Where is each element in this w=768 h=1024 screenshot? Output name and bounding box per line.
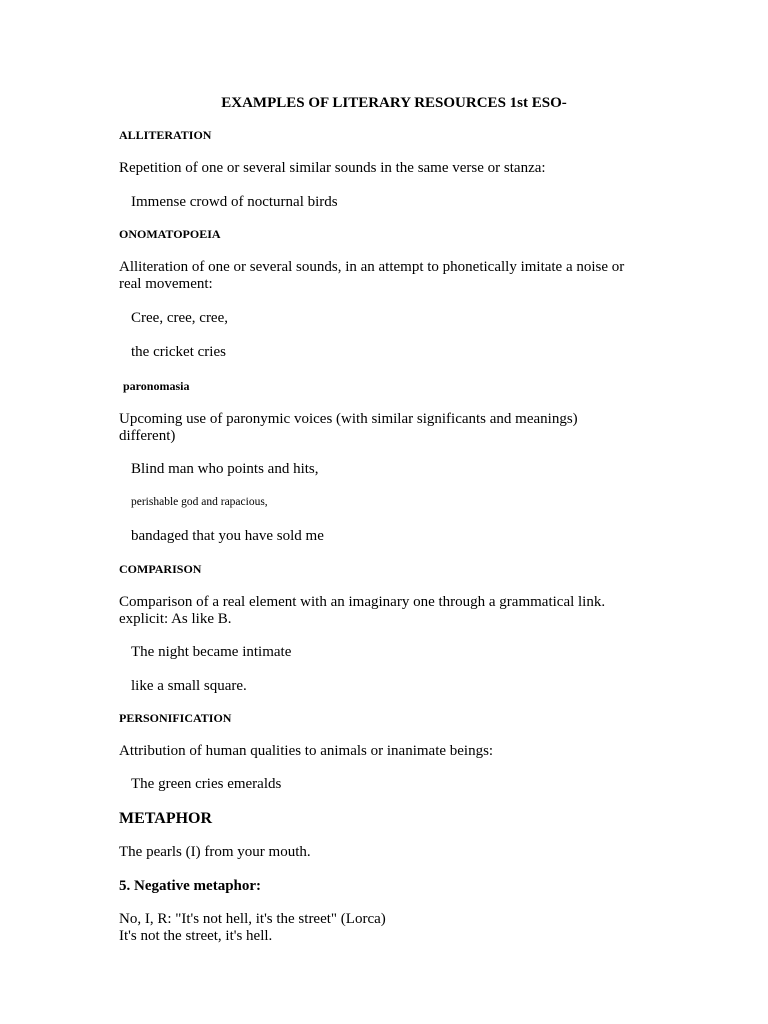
- comparison-example: The night became intimate: [131, 644, 292, 660]
- onomatopoeia-example: Cree, cree, cree,: [131, 310, 229, 326]
- heading-paronomasia: paronomasia: [123, 379, 190, 393]
- personification-example: The green cries emeralds: [131, 776, 282, 792]
- personification-description: Attribution of human qualities to animals or inanimate beings:: [119, 743, 494, 759]
- onomatopoeia-example: the cricket cries: [131, 344, 226, 360]
- alliteration-description: Repetition of one or several similar sounds in the same verse or stanza:: [119, 160, 546, 176]
- description-line: explicit: As like B.: [119, 611, 232, 627]
- heading-negative-metaphor: 5. Negative metaphor:: [119, 878, 262, 894]
- negative-metaphor-example: [119, 911, 386, 945]
- paronomasia-example: bandaged that you have sold me: [131, 528, 324, 544]
- onomatopoeia-description: [119, 259, 624, 293]
- description-line: Alliteration of one or several sounds, in an attempt to phonetically imitate a noise or: [119, 259, 625, 275]
- heading-onomatopoeia: ONOMATOPOEIA: [119, 227, 221, 241]
- paronomasia-example: perishable god and rapacious,: [131, 496, 268, 508]
- paronomasia-example: Blind man who points and hits,: [131, 461, 319, 477]
- metaphor-example: The pearls (I) from your mouth.: [119, 844, 311, 860]
- example-line: It's not the street, it's hell.: [119, 928, 273, 944]
- comparison-example: like a small square.: [131, 678, 247, 694]
- heading-personification: PERSONIFICATION: [119, 711, 232, 725]
- example-line: No, I, R: "It's not hell, it's the street" (Lorca): [119, 911, 386, 927]
- heading-alliteration: ALLITERATION: [119, 128, 212, 142]
- description-line: real movement:: [119, 276, 213, 292]
- comparison-description: [119, 594, 605, 628]
- heading-comparison: COMPARISON: [119, 562, 202, 576]
- paronomasia-description: [119, 411, 578, 445]
- alliteration-example: Immense crowd of nocturnal birds: [131, 194, 338, 210]
- description-line: Upcoming use of paronymic voices (with similar significants and meanings): [119, 411, 578, 427]
- heading-metaphor: METAPHOR: [119, 810, 213, 827]
- document-title: EXAMPLES OF LITERARY RESOURCES 1st ESO-: [221, 95, 567, 111]
- description-line: Comparison of a real element with an imaginary one through a grammatical link.: [119, 594, 606, 610]
- description-line: different): [119, 428, 176, 444]
